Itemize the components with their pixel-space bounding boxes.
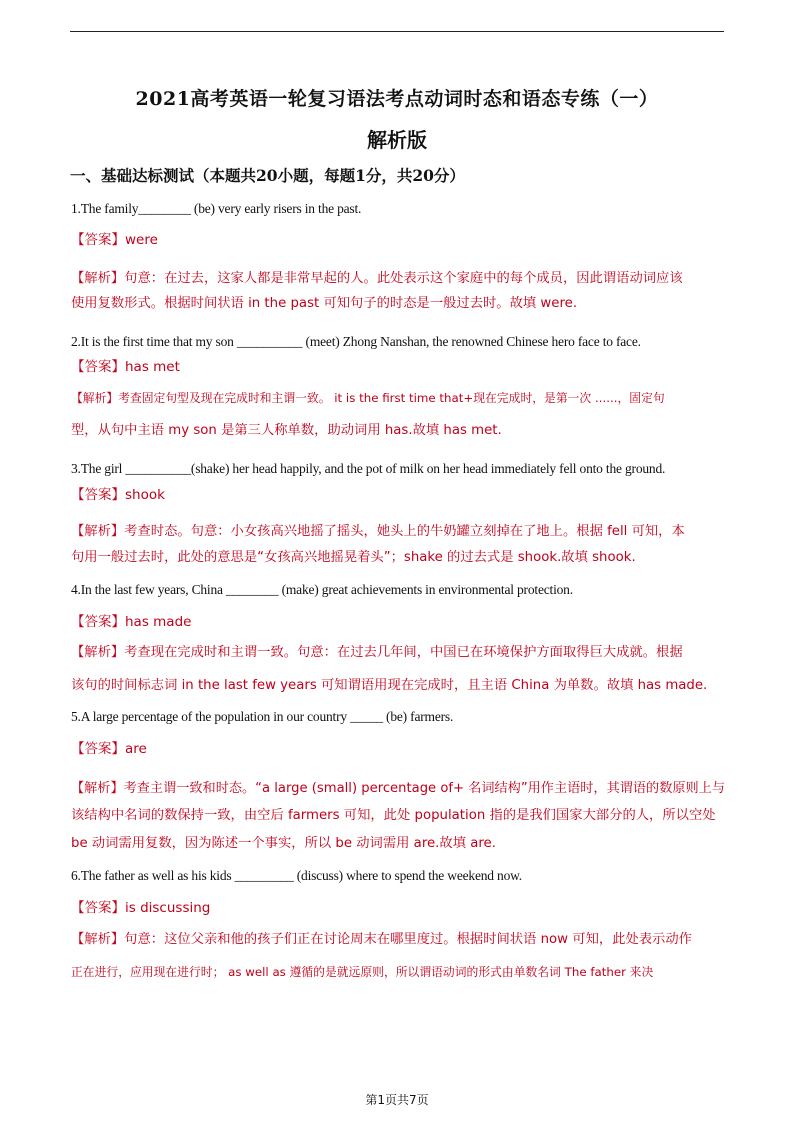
answer-3: 【答案】shook (71, 487, 165, 503)
analysis-3-line-2: 句用一般过去时，此处的意思是“女孩高兴地摇晃着头”；shake 的过去式是 shook.故填 shook. (71, 550, 636, 565)
question-5: 5.A large percentage of the population in our country _____ (be) farmers. (71, 709, 454, 724)
analysis-1-line-1: 【解析】句意：在过去，这家人都是非常早起的人。此处表示这个家庭中的每个成员，因此谓语动词应该 (71, 271, 683, 286)
analysis-1-line-2: 使用复数形式。根据时间状语 in the past 可知句子的时态是一般过去时。故填 were. (71, 296, 578, 311)
analysis-3-line-1: 【解析】考查时态。句意：小女孩高兴地摇了摇头，她头上的牛奶罐立刻掉在了地上。根据 fell 可知，本 (71, 524, 685, 539)
analysis-6-line-1: 【解析】句意：这位父亲和他的孩子们正在讨论周末在哪里度过。根据时间状语 now 可知，此处表示动作 (71, 932, 692, 947)
answer-2: 【答案】has met (71, 359, 180, 375)
document-title: 2021高考英语一轮复习语法考点动词时态和语态专练（一） (135, 88, 659, 110)
page-footer: 第1页共7页 (365, 1093, 429, 1107)
question-1: 1.The family________ (be) very early risers in the past. (71, 201, 362, 216)
document-subtitle: 解析版 (367, 128, 427, 152)
analysis-4-line-2: 该句的时间标志词 in the last few years 可知谓语用现在完成时，且主语 China 为单数。故填 has made. (71, 678, 708, 693)
answer-4: 【答案】has made (71, 614, 192, 630)
analysis-5-line-1: 【解析】考查主谓一致和时态。“a large (small) percentage of+ 名词结构”用作主语时，其谓语的数原则上与 (71, 781, 725, 796)
analysis-2-line-1: 【解析】考查固定句型及现在完成时和主谓一致。 it is the first time that+现在完成时，是第一次 ......，固定句 (71, 391, 665, 405)
analysis-5-line-2: 该结构中名词的数保持一致，由空后 farmers 可知，此处 population 指的是我们国家大部分的人，所以空处 (71, 808, 716, 823)
question-3: 3.The girl __________(shake) her head happily, and the pot of milk on her head immediately fell onto the ground. (71, 461, 666, 476)
analysis-2-line-2: 型，从句中主语 my son 是第三人称单数，助动词用 has.故填 has met. (71, 423, 502, 438)
section-heading: 一、基础达标测试（本题共20小题，每题1分，共20分） (70, 166, 465, 185)
answer-5: 【答案】are (71, 741, 147, 757)
analysis-5-line-3: be 动词需用复数，因为陈述一个事实，所以 be 动词需用 are.故填 are. (71, 836, 496, 851)
header-rule (70, 31, 724, 32)
answer-6: 【答案】is discussing (71, 900, 211, 916)
question-4: 4.In the last few years, China ________ (make) great achievements in environmental protection. (71, 582, 573, 597)
question-2: 2.It is the first time that my son __________ (meet) Zhong Nanshan, the renowned Chinese hero face to face. (71, 334, 641, 349)
analysis-4-line-1: 【解析】考查现在完成时和主谓一致。句意：在过去几年间，中国已在环境保护方面取得巨大成就。根据 (71, 645, 683, 660)
answer-1: 【答案】were (71, 232, 158, 248)
analysis-6-line-2: 正在进行，应用现在进行时； as well as 遵循的是就远原则，所以谓语动词的形式由单数名词 The father 来决 (71, 965, 654, 979)
question-6: 6.The father as well as his kids _________ (discuss) where to spend the weekend now. (71, 868, 522, 883)
